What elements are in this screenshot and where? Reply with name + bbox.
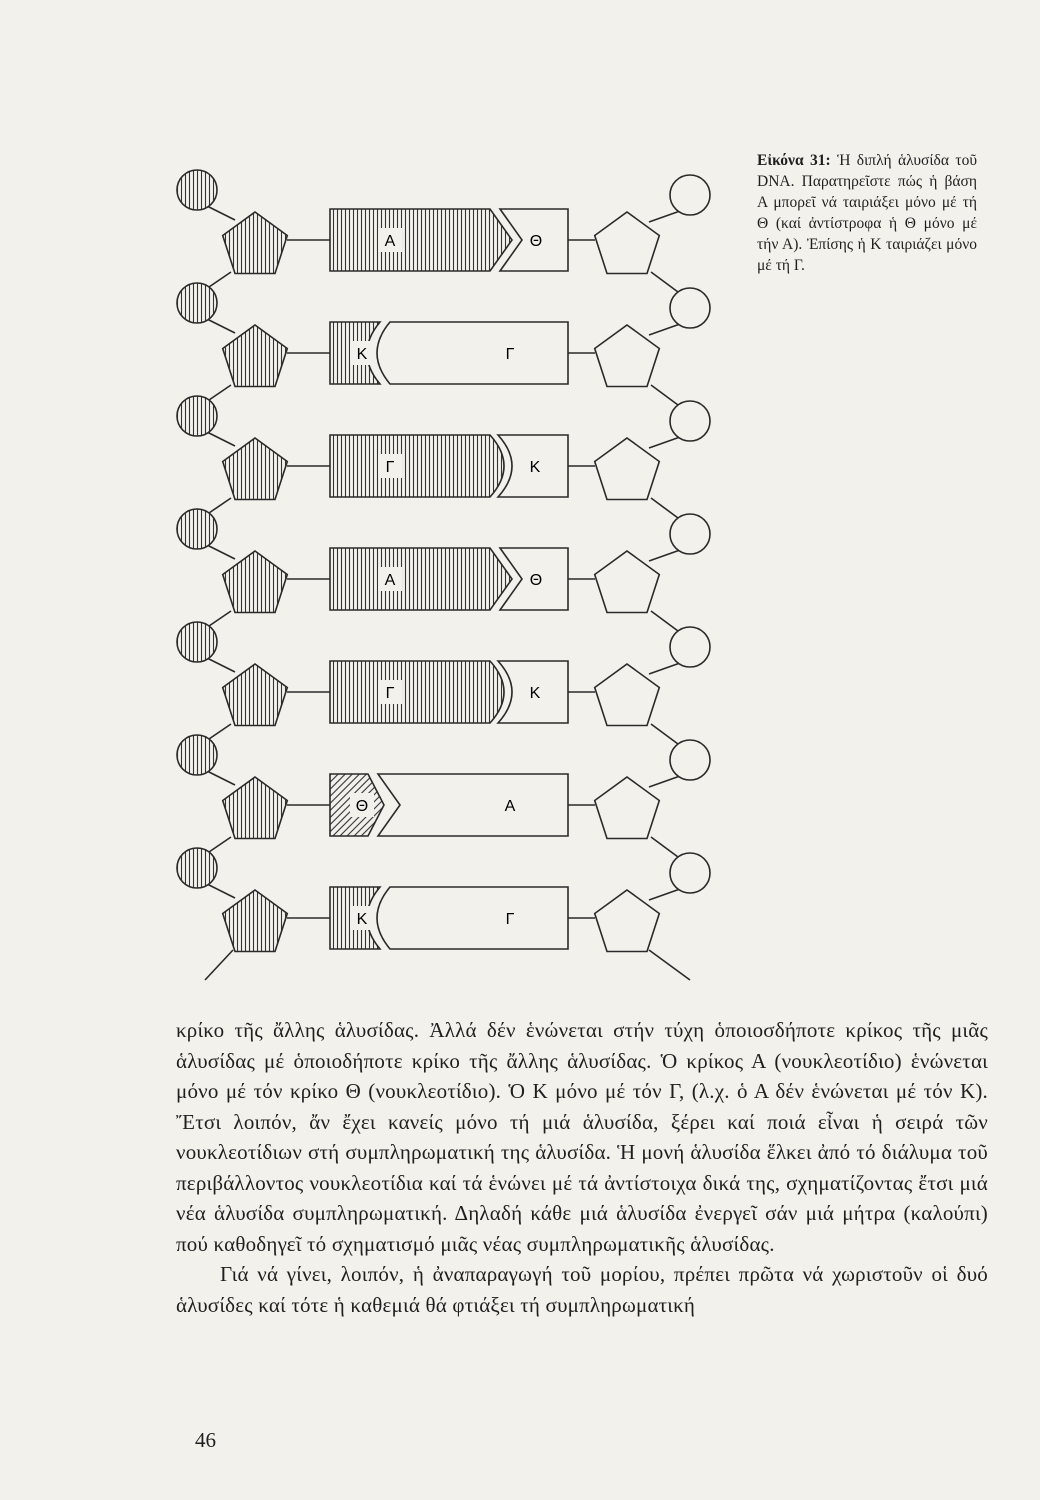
base-pair-rung	[223, 774, 660, 839]
left-sugar-pentagon	[223, 664, 288, 726]
base-pair-rung	[223, 322, 660, 387]
left-base-block	[330, 435, 504, 497]
backbone-bond	[649, 437, 680, 448]
caption-label: Εἰκόνα 31:	[757, 152, 831, 169]
left-sugar-pentagon	[223, 890, 288, 952]
backbone-bond	[209, 724, 231, 739]
body-text	[176, 1015, 988, 1320]
right-base-letter: Α	[504, 798, 516, 815]
backbone-bond	[651, 272, 678, 292]
right-phosphate-circle	[670, 175, 710, 215]
base-pair-rung	[223, 209, 660, 274]
backbone-bond	[207, 206, 235, 220]
backbone-bond	[651, 385, 678, 405]
right-phosphate-circle	[670, 288, 710, 328]
right-base-letter: Κ	[529, 459, 541, 476]
backbone-bond	[649, 889, 680, 900]
backbone-bond	[651, 498, 678, 518]
backbone-bond	[207, 545, 235, 559]
backbone-bond	[207, 658, 235, 672]
backbone-bond	[651, 724, 678, 744]
backbone-bond	[649, 211, 680, 222]
backbone-bond	[209, 498, 231, 513]
backbone-bond	[209, 272, 231, 287]
caption-text: Ἡ διπλή ἁλυσίδα τοῦ DNA. Παρατηρεῖστε πώς ἡ βάση Α μπορεῖ νά ταιριάξει μόνο μέ τή Θ (καί ἀντίστροφα ἡ Θ μόνο μέ τήν Α). Ἐπίσης ἡ Κ ταιριάζει μόνο μέ τή Γ.	[757, 152, 977, 274]
right-phosphate-circle	[670, 514, 710, 554]
backbone-bond	[207, 884, 235, 898]
right-base-letter: Κ	[529, 685, 541, 702]
backbone-bond	[207, 432, 235, 446]
backbone-bond	[207, 771, 235, 785]
backbone-bond	[649, 550, 680, 561]
left-base-letter: Κ	[356, 346, 368, 363]
base-pair-rung	[223, 887, 660, 952]
right-phosphate-circle	[670, 853, 710, 893]
paragraph-2: Γιά νά γίνει, λοιπόν, ἡ ἀναπαραγωγή τοῦ μορίου, πρέπει πρῶτα νά χωριστοῦν οἱ δυό ἁλυσίδες καί τότε ἡ καθεμιά θά φτιάξει τή συμπληρωματική	[176, 1262, 988, 1317]
left-base-letter: Α	[384, 572, 396, 589]
right-base-block	[378, 774, 568, 836]
figure-caption	[757, 150, 977, 276]
right-base-letter: Γ	[505, 346, 515, 363]
left-phosphate-circle	[177, 848, 217, 888]
base-pair-rung	[223, 435, 660, 500]
base-pair-rung	[223, 661, 660, 726]
left-base-letter: Θ	[355, 798, 369, 815]
paragraph-1: κρίκο τῆς ἄλλης ἁλυσίδας. Ἀλλά δέν ἑνώνεται στήν τύχη ὁποιοσδήποτε κρίκος τῆς μιᾶς ἁλυσίδας μέ ὁποιοδήποτε κρίκο τῆς ἄλλης ἁλυσίδας. Ὁ κρίκος Α (νουκλεοτίδιο) ἑνώνεται μόνο μέ τόν κρίκο Θ (νουκλεοτίδιο). Ὁ Κ μόνο μέ τόν Γ, (λ.χ. ὁ Α δέν ἑνώνεται μέ τόν Κ). Ἔτσι λοιπόν, ἄν ἔχει κανείς μόνο τή μιά ἁλυσίδα, ξέρει καί ποιά εἶναι ἡ σειρά τῶν νουκλεοτίδιων στή συμπληρωματική της ἁλυσίδα. Ἡ μονή ἁλυσίδα ἕλκει ἀπό τό διάλυμα τοῦ περιβάλλοντος νουκλεοτίδια καί τά ἑνώνει μέ τά ἀντίστοιχα δικά της, σχηματίζοντας ἔτσι μιά νέα ἁλυσίδα συμπληρωματική. Δηλαδή κάθε μιά ἁλυσίδα ἐνεργεῖ σάν μιά μήτρα (καλούπι) πού καθοδηγεῖ τό σχηματισμό μιᾶς νέας συμπληρωματικῆς ἁλυσίδας.	[176, 1018, 988, 1256]
right-phosphate-circle	[670, 740, 710, 780]
left-base-letter: Κ	[356, 911, 368, 928]
backbone-bond	[649, 663, 680, 674]
backbone-bond	[209, 385, 231, 400]
right-phosphate-circle	[670, 627, 710, 667]
right-base-block	[377, 322, 568, 384]
left-sugar-pentagon	[223, 777, 288, 839]
left-phosphate-circle	[177, 509, 217, 549]
left-sugar-pentagon	[223, 551, 288, 613]
backbone-bond	[649, 950, 690, 980]
left-base-block	[330, 548, 512, 610]
backbone-bond	[209, 611, 231, 626]
backbone-bond	[205, 950, 233, 980]
backbone-bond	[651, 611, 678, 631]
left-phosphate-circle	[177, 396, 217, 436]
right-base-letter: Γ	[505, 911, 515, 928]
right-base-letter: Θ	[529, 233, 543, 250]
left-base-block	[330, 209, 512, 271]
left-sugar-pentagon	[223, 438, 288, 500]
left-sugar-pentagon	[223, 212, 288, 274]
left-base-block	[330, 661, 504, 723]
right-base-letter: Θ	[529, 572, 543, 589]
backbone-bond	[649, 776, 680, 787]
backbone-bond	[209, 837, 231, 852]
left-base-letter: Γ	[385, 459, 395, 476]
left-phosphate-circle	[177, 735, 217, 775]
backbone-bond	[651, 837, 678, 857]
left-phosphate-circle	[177, 283, 217, 323]
right-phosphate-circle	[670, 401, 710, 441]
left-base-letter: Γ	[385, 685, 395, 702]
right-base-block	[377, 887, 568, 949]
left-phosphate-circle	[177, 170, 217, 210]
base-pair-rung	[223, 548, 660, 613]
left-phosphate-circle	[177, 622, 217, 662]
backbone-bond	[207, 319, 235, 333]
page-number: 46	[195, 1428, 216, 1452]
left-base-letter: Α	[384, 233, 396, 250]
backbone-bond	[649, 324, 680, 335]
left-sugar-pentagon	[223, 325, 288, 387]
